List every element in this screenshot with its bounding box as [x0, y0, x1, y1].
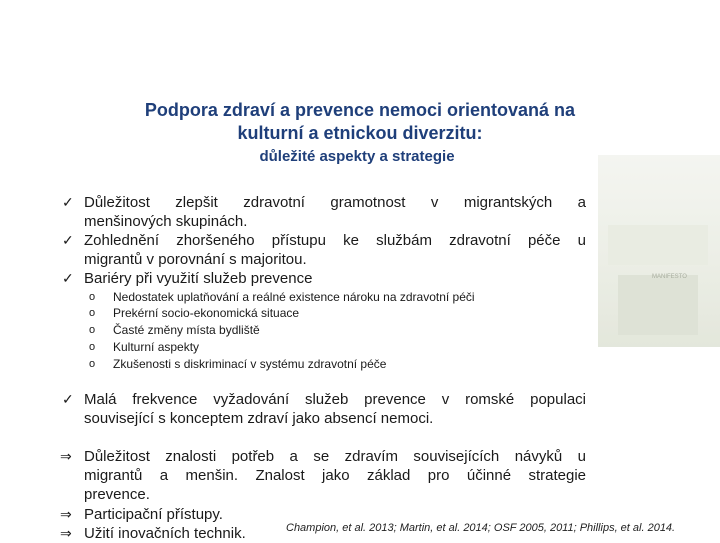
slide-title-line2: kulturní a etnickou diverzitu: — [237, 123, 483, 143]
bullet-line: Bariéry při využití služeb prevence — [84, 270, 313, 287]
check-icon: ✓ — [62, 232, 74, 248]
bullet-line: menšinových skupinách. — [84, 213, 248, 230]
arrow-knowledge — [60, 447, 586, 504]
slide-title-line1: Podpora zdraví a prevence nemoci orientovaná na — [144, 100, 576, 120]
arrow-right-icon: ⇒ — [60, 506, 72, 522]
bullet-line: migrantů v porovnání s majoritou. — [84, 251, 307, 268]
arrow-line: prevence. — [84, 486, 150, 503]
bullet-barriers — [62, 269, 586, 288]
bullet-line: související s konceptem zdraví jako absencí nemoci. — [84, 410, 434, 427]
circle-bullet-icon: o — [89, 307, 96, 319]
photo-tag: MANIFESTO — [652, 274, 687, 280]
sub-bullet-text: Časté změny místa bydliště — [113, 323, 260, 337]
bullet-line: Malá frekvence vyžadování služeb prevence v romské populaci — [84, 391, 586, 408]
circle-bullet-icon: o — [89, 358, 96, 370]
arrow-innovation — [60, 524, 284, 543]
arrow-line: Důležitost znalosti potřeb a se zdravím souvisejících návyků u — [84, 448, 586, 465]
sub-bullet — [89, 356, 387, 372]
bullet-line: Zohlednění zhoršeného přístupu ke službám zdravotní péče u — [84, 232, 586, 249]
bullet-roma-prevention — [62, 390, 586, 428]
sub-bullet — [89, 305, 300, 321]
sub-bullet-text: Nedostatek uplatňování a reálné existence nároku na zdravotní péči — [113, 290, 475, 304]
circle-bullet-icon: o — [89, 324, 96, 336]
bullet-line: Důležitost zlepšit zdravotní gramotnost v migrantských a — [84, 194, 586, 211]
sub-bullet — [89, 322, 260, 338]
sub-bullet — [89, 289, 475, 305]
bullet-access — [62, 231, 586, 269]
arrow-line: Participační přístupy. — [84, 506, 223, 523]
arrow-line: Užití inovačních technik. — [84, 525, 246, 542]
bullet-health-literacy — [62, 193, 586, 231]
slide-subtitle: důležité aspekty a strategie — [259, 148, 455, 165]
arrow-right-icon: ⇒ — [60, 448, 72, 464]
citation: Champion, et al. 2013; Martin, et al. 2014; OSF 2005, 2011; Phillips, et al. 2014. — [286, 522, 676, 534]
background-photo — [598, 155, 720, 347]
check-icon: ✓ — [62, 270, 74, 286]
check-icon: ✓ — [62, 194, 74, 210]
circle-bullet-icon: o — [89, 291, 96, 303]
arrow-right-icon: ⇒ — [60, 525, 72, 541]
check-icon: ✓ — [62, 391, 74, 407]
arrow-line: migrantů a menšin. Znalost jako základ pro účinné strategie — [84, 467, 586, 484]
sub-bullet-text: Prekérní socio-ekonomická situace — [113, 306, 300, 320]
sub-bullet-text: Zkušenosti s diskriminací v systému zdravotní péče — [113, 357, 387, 371]
sub-bullet-text: Kulturní aspekty — [113, 340, 200, 354]
sub-bullet — [89, 339, 200, 355]
circle-bullet-icon: o — [89, 341, 96, 353]
